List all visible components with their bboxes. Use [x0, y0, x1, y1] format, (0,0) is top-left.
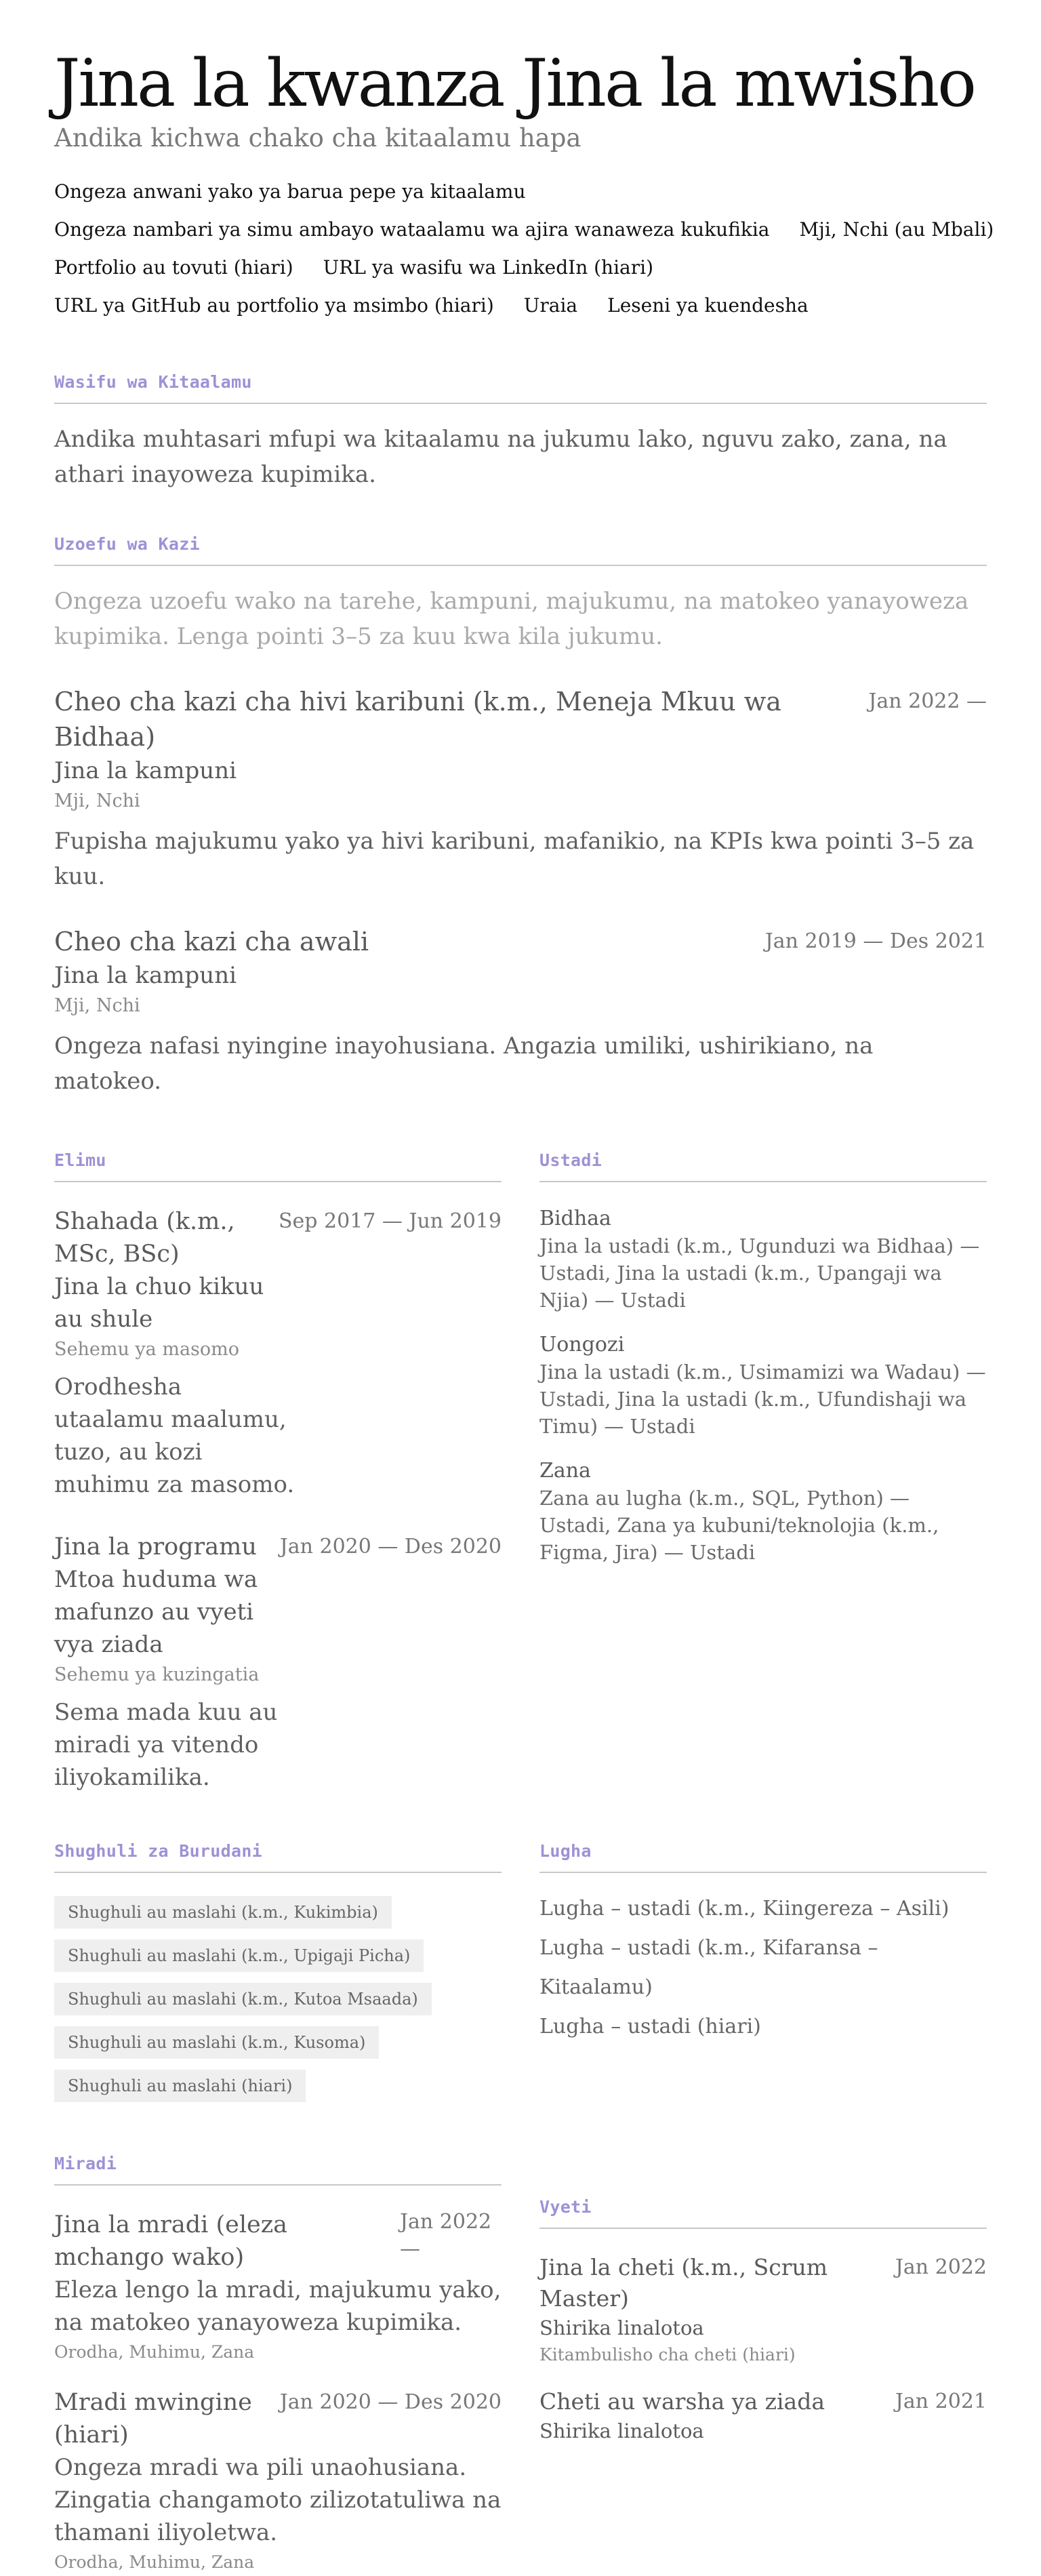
skill-category: Zana [539, 1458, 591, 1483]
projects-section [54, 2154, 502, 2576]
certification-name: Jina la cheti (k.m., Scrum Master) [539, 2253, 828, 2312]
education-dates: Jan 2020 — Des 2020 [279, 1534, 502, 1558]
job-dates: Jan 2019 — Des 2021 [764, 929, 987, 953]
certifications-section [539, 2154, 987, 2576]
job-location: Mji, Nchi [54, 790, 140, 811]
skill-list: Zana au lugha (k.m., SQL, Python) — Ustadi, Zana ya kubuni/teknolojia (k.m., Figma, Jira) — Ustadi [539, 1486, 939, 1564]
language-item: Lugha – ustadi (k.m., Kiingereza – Asili) [539, 1896, 950, 1920]
email-text: Ongeza anwani yako ya barua pepe ya kitaalamu [54, 180, 526, 203]
hobbies-section [54, 1841, 502, 2113]
job-company: Jina la kampuni [54, 961, 237, 989]
candidate-name: Jina la kwanza Jina la mwisho [54, 45, 975, 121]
languages-section [539, 1841, 987, 2113]
job-location: Mji, Nchi [54, 994, 140, 1016]
education-entry [54, 1205, 502, 1501]
hobby-tag: Shughuli au maslahi (hiari) [54, 2070, 306, 2102]
language-item: Lugha – ustadi (hiari) [539, 2014, 761, 2038]
project-dates: Jan 2020 — Des 2020 [279, 2390, 502, 2414]
project-name: Mradi mwingine (hiari) [54, 2388, 252, 2449]
phone-text: Ongeza nambari ya simu ambayo wataalamu wa ajira wanaweza kukufikia [54, 218, 770, 241]
school-name: Jina la chuo kikuu au shule [54, 1272, 264, 1333]
field-of-study: Sehemu ya masomo [54, 1338, 240, 1360]
job-description: Ongeza nafasi nyingine inayohusiana. Angazia umiliki, ushirikiano, na matokeo. [54, 1032, 874, 1095]
program-name: Jina la programu [54, 1533, 257, 1561]
job-title: Cheo cha kazi cha hivi karibuni (k.m., Meneja Mkuu wa Bidhaa) [54, 686, 781, 752]
hobby-tag: Shughuli au maslahi (k.m., Kukimbia) [54, 1896, 392, 1929]
project-entry [54, 2209, 502, 2366]
skill-group [539, 1205, 987, 1314]
job-description: Fupisha majukumu yako ya hivi karibuni, mafanikio, na KPIs kwa pointi 3–5 za kuu. [54, 827, 975, 890]
education-entry [54, 1531, 502, 1794]
headline: Andika kichwa chako cha kitaalamu hapa [54, 123, 581, 153]
certification-date: Jan 2021 [895, 2389, 987, 2413]
job-entry [54, 684, 987, 894]
job-entry [54, 924, 987, 1099]
job-title: Cheo cha kazi cha awali [54, 926, 369, 957]
education-section [54, 1150, 502, 1794]
skill-list: Jina la ustadi (k.m., Ugunduzi wa Bidhaa) — Ustadi, Jina la ustadi (k.m., Upangaji wa Njia) — Ustadi [539, 1234, 980, 1312]
hobby-tag: Shughuli au maslahi (k.m., Kusoma) [54, 2026, 379, 2059]
certification-date: Jan 2022 [895, 2255, 987, 2279]
summary-title: Wasifu wa Kitaalamu [54, 372, 987, 404]
citizenship-text: Uraia [523, 294, 578, 317]
portfolio-link[interactable]: Portfolio au tovuti (hiari) [54, 256, 293, 279]
skills-title: Ustadi [539, 1150, 987, 1182]
experience-hint: Ongeza uzoefu wako na tarehe, kampuni, majukumu, na matokeo yanayoweza kupimika. Lenga pointi 3–5 za kuu kwa kila jukumu. [54, 587, 969, 650]
location-text: Mji, Nchi (au Mbali) [799, 218, 994, 241]
job-company: Jina la kampuni [54, 757, 237, 784]
education-description: Orodhesha utaalamu maalumu, tuzo, au kozi muhimu za masomo. [54, 1373, 295, 1498]
skill-category: Bidhaa [539, 1206, 611, 1230]
certifications-title: Vyeti [539, 2197, 987, 2229]
language-item: Lugha – ustadi (k.m., Kifaransa – Kitaalamu) [539, 1935, 878, 1999]
project-tags: Orodha, Muhimu, Zana [54, 2552, 255, 2572]
hobbies-title: Shughuli za Burudani [54, 1841, 502, 1873]
field-of-focus: Sehemu ya kuzingatia [54, 1664, 260, 1685]
project-entry [54, 2386, 502, 2576]
project-tags: Orodha, Muhimu, Zana [54, 2341, 255, 2362]
experience-title: Uzoefu wa Kazi [54, 534, 987, 566]
linkedin-link[interactable]: URL ya wasifu wa LinkedIn (hiari) [323, 256, 653, 279]
summary-text: Andika muhtasari mfupi wa kitaalamu na jukumu lako, nguvu zako, zana, na athari inayoweza kupimika. [54, 425, 947, 488]
education-description: Sema mada kuu au miradi ya vitendo iliyokamilika. [54, 1698, 278, 1791]
job-dates: Jan 2022 — [868, 689, 987, 713]
certification-issuer: Shirika linalotoa [539, 2419, 704, 2442]
project-dates: Jan 2022 — [400, 2209, 492, 2261]
hobby-tag: Shughuli au maslahi (k.m., Kutoa Msaada) [54, 1983, 432, 2015]
skill-group [539, 1457, 987, 1566]
certification-entry [539, 2252, 987, 2369]
languages-title: Lugha [539, 1841, 987, 1873]
contact-info [54, 173, 994, 325]
certification-issuer: Shirika linalotoa [539, 2316, 704, 2339]
certification-entry [539, 2386, 987, 2444]
license-text: Leseni ya kuendesha [607, 294, 809, 317]
degree-name: Shahada (k.m., MSc, BSc) [54, 1207, 235, 1268]
skill-category: Uongozi [539, 1332, 625, 1356]
certification-credential: Kitambulisho cha cheti (hiari) [539, 2344, 796, 2364]
certification-name: Cheti au warsha ya ziada [539, 2388, 825, 2415]
education-title: Elimu [54, 1150, 502, 1182]
experience-section [54, 534, 987, 1099]
project-name: Jina la mradi (eleza mchango wako) [54, 2211, 288, 2271]
skill-list: Jina la ustadi (k.m., Usimamizi wa Wadau) — Ustadi, Jina la ustadi (k.m., Ufundishaji wa Timu) — Ustadi [539, 1360, 986, 1438]
hobby-tag: Shughuli au maslahi (k.m., Upigaji Picha) [54, 1939, 424, 1972]
education-dates: Sep 2017 — Jun 2019 [278, 1209, 502, 1233]
project-description: Eleza lengo la mradi, majukumu yako, na matokeo yanayoweza kupimika. [54, 2276, 502, 2336]
github-link[interactable]: URL ya GitHub au portfolio ya msimbo (hiari) [54, 294, 494, 317]
skill-group [539, 1331, 987, 1440]
skills-section [539, 1150, 987, 1794]
project-description: Ongeza mradi wa pili unaohusiana. Zingatia changamoto zilizotatuliwa na thamani iliyoletwa. [54, 2453, 502, 2546]
projects-title: Miradi [54, 2154, 502, 2186]
summary-section [54, 372, 987, 492]
provider-name: Mtoa huduma wa mafunzo au vyeti vya ziada [54, 1565, 258, 1658]
